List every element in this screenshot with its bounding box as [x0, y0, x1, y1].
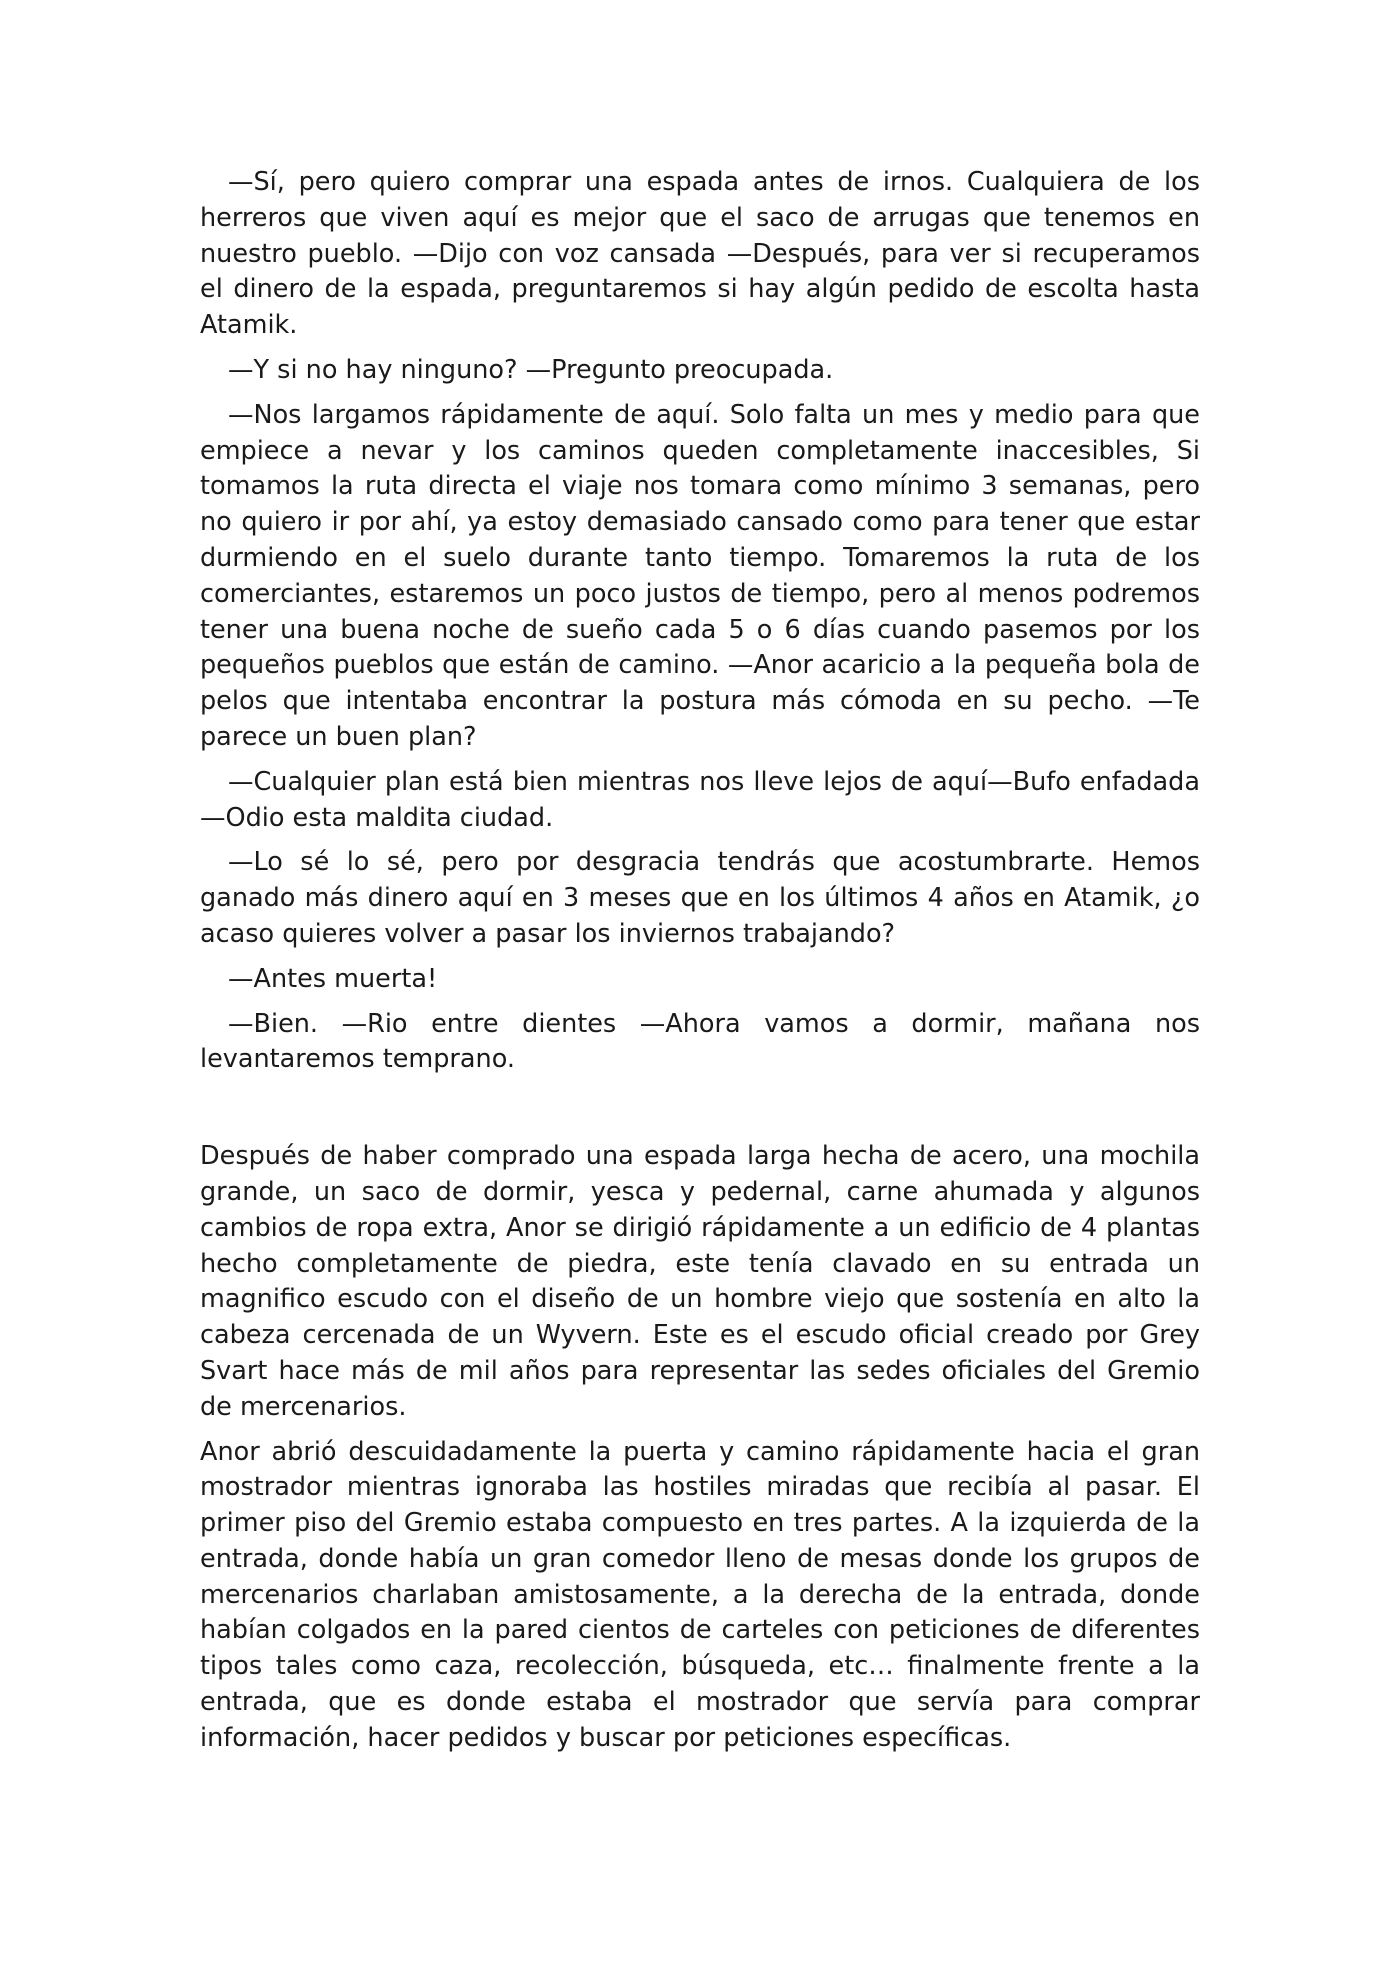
paragraph-dialogue-2: —Y si no hay ninguno? —Pregunto preocupada. [228, 354, 834, 385]
paragraph-dialogue-3: —Nos largamos rápidamente de aquí. Solo falta un mes y medio para que empiece a nevar y los caminos queden completamente inaccesibles, Si tomamos la ruta directa el viaje nos tomara como mínimo 3 semanas, pero no quiero ir por ahí, ya estoy demasiado cansado como para tener que estar durmiendo en el suelo durante tanto tiempo. Tomaremos la ruta de los comerciantes, estaremos un poco justos de tiempo, pero al menos podremos tener una buena noche de sueño cada 5 o 6 días cuando pasemos por los pequeños pueblos que están de camino. —Anor acaricio a la pequeña bola de pelos que intentaba encontrar la postura más cómoda en su pecho. —Te parece un buen plan? [200, 399, 1200, 752]
document-page [200, 165, 1200, 1766]
paragraph-narrative-2: Anor abrió descuidadamente la puerta y camino rápidamente hacia el gran mostrador mientras ignoraba las hostiles miradas que recibía al pasar. El primer piso del Gremio estaba compuesto en tres partes. A la izquierda de la entrada, donde había un gran comedor lleno de mesas donde los grupos de mercenarios charlaban amistosamente, a la derecha de la entrada, donde habían colgados en la pared cientos de carteles con peticiones de diferentes tipos tales como caza, recolección, búsqueda, etc… finalmente frente a la entrada, que es donde estaba el mostrador que servía para comprar información, hacer pedidos y buscar por peticiones específicas. [200, 1436, 1200, 1753]
paragraph-dialogue-5: —Lo sé lo sé, pero por desgracia tendrás que acostumbrarte. Hemos ganado más dinero aquí en 3 meses que en los últimos 4 años en Atamik, ¿o acaso quieres volver a pasar los inviernos trabajando? [200, 847, 1200, 949]
paragraph-dialogue-4: —Cualquier plan está bien mientras nos lleve lejos de aquí—Bufo enfadada —Odio esta maldita ciudad. [200, 766, 1200, 833]
paragraph-dialogue-6: —Antes muerta! [228, 963, 438, 994]
paragraph-narrative-1: Después de haber comprado una espada larga hecha de acero, una mochila grande, un saco de dormir, yesca y pedernal, carne ahumada y algunos cambios de ropa extra, Anor se dirigió rápidamente a un edificio de 4 plantas hecho completamente de piedra, este tenía clavado en su entrada un magnifico escudo con el diseño de un hombre viejo que sostenía en alto la cabeza cercenada de un Wyvern. Este es el escudo oficial creado por Grey Svart hace más de mil años para representar las sedes oficiales del Gremio de mercenarios. [200, 1141, 1200, 1422]
section-break [200, 1087, 1200, 1139]
paragraph-dialogue-1: —Sí, pero quiero comprar una espada antes de irnos. Cualquiera de los herreros que viven aquí es mejor que el saco de arrugas que tenemos en nuestro pueblo. —Dijo con voz cansada —Después, para ver si recuperamos el dinero de la espada, preguntaremos si hay algún pedido de escolta hasta Atamik. [200, 167, 1200, 341]
paragraph-dialogue-7: —Bien. —Rio entre dientes —Ahora vamos a dormir, mañana nos levantaremos temprano. [200, 1008, 1200, 1075]
